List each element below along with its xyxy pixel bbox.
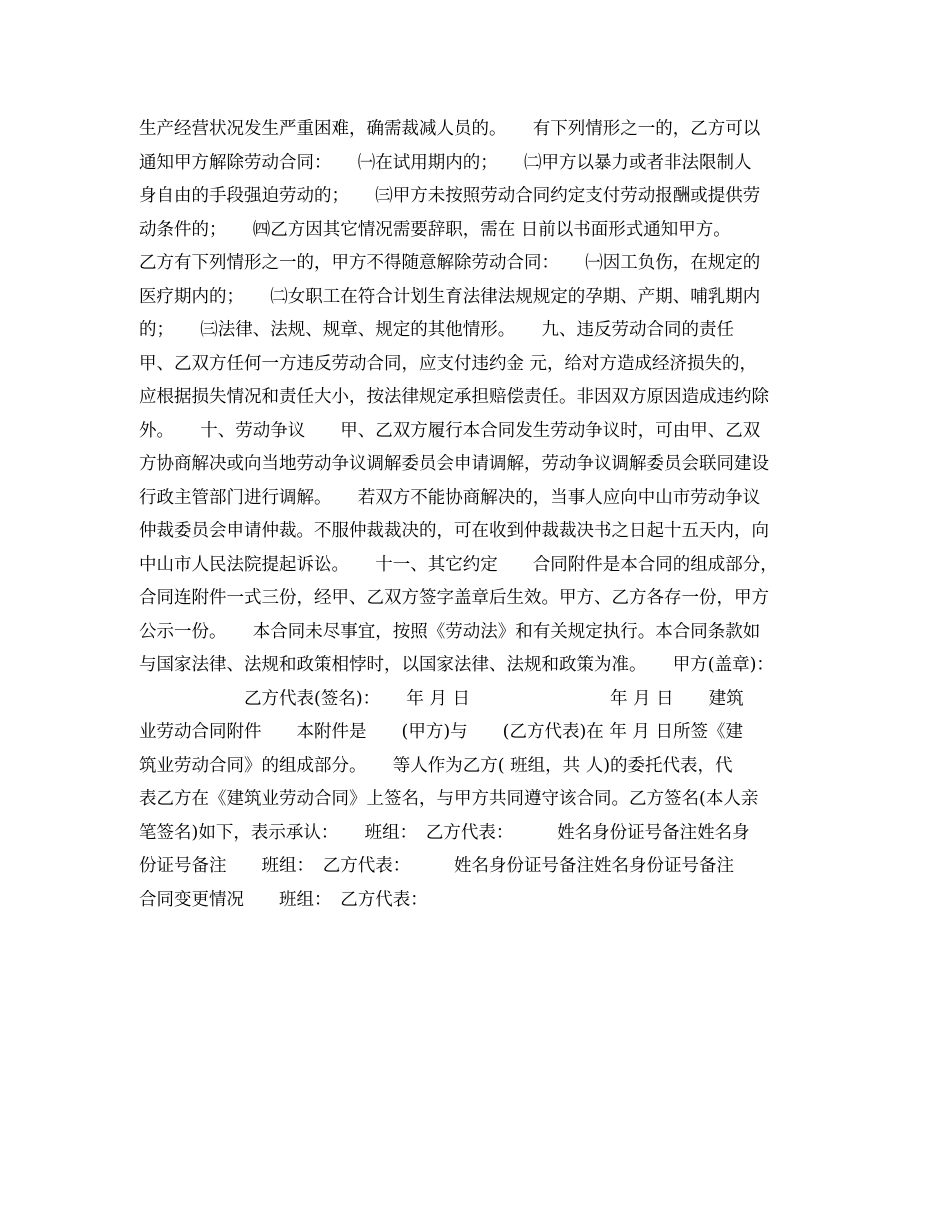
text-line: 的； ㈢法律、法规、规章、规定的其他情形。 九、违反劳动合同的责任 [139,320,734,340]
text-line: 仲裁委员会申请仲裁。不服仲裁裁决的，可在收到仲裁裁决书之日起十五天内，向 [139,521,769,541]
contract-body-text [139,113,829,917]
text-line: 筑业劳动合同》的组成部分。 等人作为乙方( 班组，共 人)的委托代表，代 [139,755,733,776]
text-line: 甲、乙双方任何一方违反劳动合同，应支付违约金 元，给对方造成经济损失的， [139,353,758,374]
text-line: 乙方有下列情形之一的，甲方不得随意解除劳动合同： ㈠因工负伤，在规定的 [139,253,761,273]
text-line: 合同连附件一式三份，经甲、乙双方签字盖章后生效。甲方、乙方各存一份，甲方 [139,588,769,608]
text-line: 身自由的手段强迫劳动的； ㈢甲方未按照劳动合同约定支付劳动报酬或提供劳 [139,186,761,206]
text-line: 合同变更情况 班组： 乙方代表： [139,889,428,910]
text-line: 动条件的； ㈣乙方因其它情况需要辞职，需在 日前以书面形式通知甲方。 [139,219,731,240]
text-line: 表乙方在《建筑业劳动合同》上签名，与甲方共同遵守该合同。乙方签名(本人亲 [139,789,759,809]
text-line: 应根据损失情况和责任大小，按法律规定承担赔偿责任。非因双方原因造成违约除 [139,387,769,407]
text-line: 生产经营状况发生严重困难，确需裁减人员的。 有下列情形之一的，乙方可以 [139,119,761,139]
text-line: 乙方代表(签名)： 年 月 日 年 月 日 建筑 [139,688,744,709]
text-line: 与国家法律、法规和政策相悖时，以国家法律、法规和政策为准。 甲方(盖章)： [139,655,774,675]
text-line: 外。 十、劳动争议 甲、乙双方履行本合同发生劳动争议时，可由甲、乙双 [139,420,761,441]
text-line: 方协商解决或向当地劳动争议调解委员会申请调解，劳动争议调解委员会联同建设 [139,454,769,474]
text-line: 笔签名)如下，表示承认： 班组： 乙方代表： 姓名身份证号备注姓名身 [139,822,750,843]
text-line: 业劳动合同附件 本附件是 (甲方)与 (乙方代表)在 年 月 日所签《建 [139,722,743,742]
text-line: 公示一份。 本合同未尽事宜，按照《劳动法》和有关规定执行。本合同条款如 [139,621,761,642]
text-line: 行政主管部门进行调解。 若双方不能协商解决的，当事人应向中山市劳动争议 [139,487,761,508]
text-line: 中山市人民法院提起诉讼。 十一、其它约定 合同附件是本合同的组成部分， [139,554,778,575]
text-line: 份证号备注 班组： 乙方代表： 姓名身份证号备注姓名身份证号备注 [139,856,734,876]
text-line: 医疗期内的； ㈡女职工在符合计划生育法律法规规定的孕期、产期、哺乳期内 [139,286,761,307]
text-line: 通知甲方解除劳动合同： ㈠在试用期内的； ㈡甲方以暴力或者非法限制人 [139,152,752,173]
